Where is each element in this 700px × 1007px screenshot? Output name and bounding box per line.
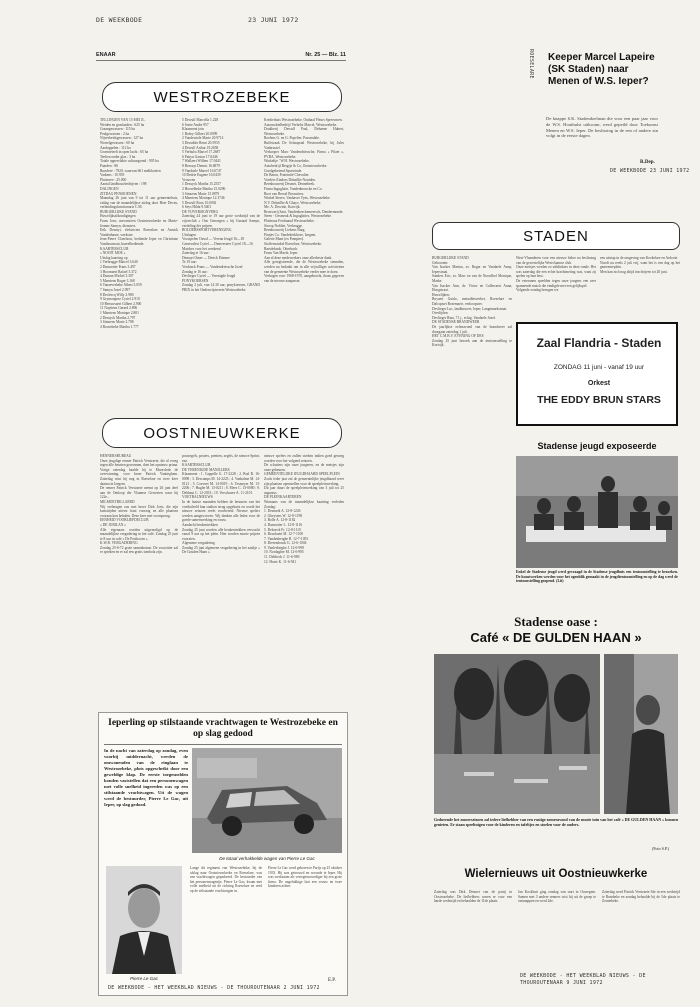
- zaal-title: Zaal Flandria - Staden: [536, 336, 662, 350]
- staden-column-2: West-Vlaanderen voor een nieuwe beker na beslissing van de gewestelijke Westvlaamse club. Onze meisjes werden zo uitblinkers in deze ronde. Het was zaterdag die een echte krachtmeting was, want zij spelen op hun best. De veteranen speelden tegen onze jongens een zeer spannende match die eindigde met een gelijkspel. Volgende zondag brengen we: [516, 256, 596, 293]
- oase-photo-credit: (Foto S.P.): [652, 846, 670, 851]
- zaal-date: ZONDAG 11 juni - vanaf 19 uur: [553, 364, 645, 371]
- ieperling-column-2: Lange dit regiment van Westrozebeke, bij de afslag naar Oostnieuwkerke en Roeselare, was een vrachtwagen geparkeerd. De bestuurder van het personenwagentje, Pierre Le Gac, kwam met volle snelheid uit de richting Roeselare en reed op de stilstaande vrachtwagen in.: [190, 866, 262, 893]
- ieperling-headline: Ieperling op stilstaande vrachtwagen te Westrozebeke en op slag gedood: [108, 718, 338, 739]
- headline-rule: [104, 744, 342, 745]
- westrozebeke-column-3: Krediethuis Westrozebeke, Onthaal Fleurs Spreeuwen. Automobielbedrijf Verhelst Marcel, Westrozebeke. Drukkerij Dewulf Paul, Dehaene Hubert, Westrozebeke. Roelens G. en G. Popelier, Passendale. Buffetzaak De Schaapstal Westrozebeke, bij Jules Vanbrussel. Verkooper Marc Vandendriessche, Firma « Pilaet », PVBA, Westrozebeke. Winkeltje ' W.H. Westrozebeke. Autobedrijf Bergtje & Co, Oostnieuwkerke. Goedgeketend Sporteinde. De Baron, Fraternité Chevalier. Voeders Eindors Debaillie Noniden. Beenhouwerij Desmet, Dennebeek. Firma Inguglatie, Vandenbroucke en Co. Boot van Bessel Bossutiers. Winkel Stereo, Vanhaver Vyns, Westrozebeke. N.V. Debaillie & Ghaye, Westrozebeke. Me. A. Dewitte, Kortrijk. Brouwerij Saut, Vandenheeckemeersch, Dendermonde. Steen - Gesmeuk & Inguglaties, Westrozebeke. Platteaux Ferdinand Westrozebeke. Siroop Nobliet, Verbrugge. Beenhouwerij Liekens Burg. Pintjes Co. Vandekerkhove, Izegem. Galerie Munt (ex Pompier). Stoffenwinkel Roeselare, Westrozebeke. Barsdeknok, Otterbach. Frans Van Maele, Ieper. Aan al deze medewerkers onze allerbeste dank. Alle geregistreerde, die de Westrozebeke steunden, werden nu bedankt om in alle vrijwilliger activiteiten van de gemeente Westrozebeke verder mee te doen. Verhogen voor 1968-1970, aangebracht, thans gegeven van de nieuwe aanpasser.: [264, 118, 344, 283]
- wieler-column-1: Zaterdag was Dirk Desmet van de partij in Oostrozebeke. De liefhebbers waren er voor een harde wedstrijd en behaalden de 11de plaats.: [434, 890, 512, 904]
- handwritten-side-note: ROESELARE: [528, 49, 534, 79]
- section-title: OOSTNIEUWKERKE: [143, 424, 301, 442]
- section-header-staden: [432, 222, 680, 250]
- handwritten-keeper-date: DE WEEKBODE 23 JUNI 1972: [610, 168, 690, 174]
- jeugd-photo: [516, 456, 678, 568]
- staden-column-1: BURGERLIJKE STAND Geboorten: Van Isacker Marina, zv. Roger en Vandaele Anny, Ieperstraat. Sanders Eric, zv. Marc en van de Noordhof Monique, Marke. Van Isacker Ann, dv. Victor en Callewaert Anna, Hoogstraat. Huwelijken: Boyaert Guido, metaalbewerker, Roeselare en Dalcqouet Rosemarie, verkoopster. Devlieger Luc, landbouwer, Ieper, Langemarkstraat. Overlijden: Devlieger Rina, 71 j., echtg. Vandaele Jozef. DE STADENSE BRANDWEER De jaarlijkse oefenavond van de brandweer zal doorgaan zaterdag 1 juli. HET C.M.B.V. EVENING OF DES Zondag 25 juni bezoek aan de tentoonstelling te Kortrijk.: [432, 256, 512, 348]
- oase-caption: Gedurende het zomerseizoen zal iedere liefhebber van een rustige zomeravond van de mooie tuin van het café « DE GULDEN HAAN » kunnen genieten. Er staan speeltuigen voor de kinderen en tafeltjes en stoelen voor de ouders.: [434, 818, 678, 827]
- section-title: WESTROZEBEKE: [153, 88, 291, 106]
- oostnieuwkerke-column-1: HENNERSBUREAU Onze jeugdige renner Patrick Verstraete, die al vroeg tegen alle beurten gewonnen, doet het opnieuw prima. Vorige zaterdag haalde hij te Moorslede de overwinning, voor broer Patrick Vantieghem. Zaterdag wint hij nog in Roeselare en twee keer daarna in Izegem. De renner Patrick Verstraete neemt op 26 juni deel aan de Omloop der Vlaamse Gewesten waar hij 122e... MILMOETBILLAERD Wij verheugen ons met broer Dirk Joris, die zijn kunstrijden uiterst fraai voorzag en alle plaatsen vooraan kon behalen. Deze keer met voorsprong. EENHEID VOORLIEFDECLUB « DE JUBILAN » Alle eigenaars worden uitgenodigd op de maandelijkse vergadering in het café. Zondag 25 juni te 8 uur in café « De Posthoorn ». K.W.B. VERGADERING Zondag 25-6-72 grote samenkomst. De voorzitter zal er spreken en er zal een gratis tombola zijn.: [100, 454, 178, 555]
- handwritten-date-note: 23 JUNI 1972: [248, 16, 299, 24]
- keeper-signature: R.Dep.: [640, 160, 655, 165]
- ieperling-signature: E.P.: [328, 978, 336, 983]
- victim-portrait-illustration: [106, 866, 182, 974]
- zaal-band-name: THE EDDY BRUN STARS: [537, 394, 661, 406]
- zaal-orkest-label: Orkest: [587, 380, 611, 387]
- wieler-column-3: Zaterdag werd Patrick Verstraete 3de in een wedstrijd te Rumbeke en zondag behaalde hij de 5de plaats te Zonnebeke.: [602, 890, 680, 904]
- section-header-oostnieuwkerke: [102, 418, 342, 448]
- westrozebeke-column-1: TELLINGEN VAN 15 MEI JL. Weiden en graslanden : 625 ha Graangewassen : 115 ha Peulgewassen : 2 ha Nijverheidsgewassen : 127 ha Wortelgewassen : 60 ha Aardappelen : 112 ha Groenteteelt in open lucht : 65 ha Teelten onder glas : 3 ha Totale oppervlakte cultuurgrond : 905 ha Paarden : 86 Rundvee : 7920, waarvan 661 melkkoeien Varkens : 10.939 Pluimvee : 25.000 Aantal landbouwbedrijven : 198 DALINGEN ZITDAG PENSIOENEN Maandag 26 juni van 9 tot 11 uur gemeentehuis, zitdag van de maandelijkse zitdag door Heer Deceu, verbindingsfunctionaris C.M. BURGERLIJKE STAND Huwelijksafkondigingen Frans Jonc, mecanicien Oostnieuwkerke en Marie-Jeanne Samyn, diensters. Erik Desmyt, elektricien Roeselare en Annick Vandenhaute, werkster. Jean-Pierre Claerhout, bediende Ieper en Christiane Vanthournout, bureelbediende. KAARTERSCLUB « NOOIT MOE » Uitslag kaarting op 1 Verbrugge Marcel 3.640 2 Dumortier Frans 3.497 3 Hoornaert Rafael 3.372 4 Dumon Michel 3.307 5 Maertens Roger 3.168 6 Vanaeverbeke Albert 3.059 7 Samyn Jozef 2.997 8 Declercq Willy 2.980 9 Grymonprez Cyriel 2.910 10 Beeuwsaert Gilbert 2.900 11 Nuyttens Gerard 2.896 1 Maertens Monique 2.801 2 Deruyck Martha 2.797 3 Simoens Marie 2.788 4 Roosebeke Martha 1.777: [100, 118, 178, 329]
- jeugd-illustration: [516, 456, 678, 568]
- handwritten-source-note: DE WEEKBODE: [96, 16, 143, 24]
- section-title: STADEN: [523, 227, 589, 245]
- wieler-column-2: Jan Kockhuit ging zondag van start in Ouwegem. Samen met 3 andere renners wist hij uit de groep te ontsnappen en werd 2de.: [518, 890, 596, 904]
- owner-illustration: [604, 654, 678, 814]
- section-header-westrozebeke: [102, 82, 342, 112]
- garden-illustration: [434, 654, 600, 814]
- masthead-left: ENAAR: [96, 52, 116, 58]
- oostnieuwkerke-column-2: postzegels, posters, prenten, zegels, de nieuwe Sprint, enz. KAARTERSCLUB DE VERENIGDE MANILLERS Klaasment : 1. Cappelle G. 17-2228 ; 2. Bral R. 16-0098 ; 3. Descamps M. 14-2223 ; 4. Vanhalme M. 14-0121 ; 5. Coevoet M. 14-0019 ; 6. Tesmeyer M. 13-2206 ; 7. Hughe M. 13-0211 ; 8. Mees C. 13-0080 ; 9. Debbaut C. 12-2033 ; 10. Verschuere A. 11-2101. VOETBALNIEUWS In de laatste maanden hebben de besturen van het voetbalveld hun stadion terug opgekuist en wordt het nieuwe seizoen reeds voorbereid. Nieuwe spelers werden aangeworven. Wij danken alle leden voor de goede samenwerking en trouw. Aandacht beukentrekken Zondag 25 juni worden alle beukentrekken verwacht vanaf 9 uur op het plein. Hier worden mooie prijzen voorzien. Algemene vergadering Zondag 25 juni algemene vergadering in het zaaltje « De Gouden Haan ».: [182, 454, 260, 555]
- handwritten-bottom-left-note: DE WEEKBODE - HET WEEKBLAD NIEUWS - DE THOUROUTENAAR 2 JUNI 1972: [108, 985, 320, 991]
- ieperling-column-3: Pierre Le Gac werd geboren te Parijs op 25 oktober 1933. Hij was getrouwd en woonde te Ieper. Hij was werkzaam als vertegenwoordiger bij een grote firma. De ongelukkige laat een vrouw en twee kinderen achter.: [268, 866, 342, 889]
- crashed-car-photo: [192, 748, 342, 853]
- oase-garden-photo: [434, 654, 600, 814]
- jeugd-headline: Stadense jeugd exposeerde: [537, 441, 657, 451]
- oase-owner-photo: [604, 654, 678, 814]
- crashed-car-illustration: [192, 748, 342, 853]
- keeper-headline: Keeper Marcel Lapeire (SK Staden) naar Menen of W.S. Ieper?: [548, 52, 655, 87]
- staden-column-3: een uitstap in de omgeving van Koekelare en Ardooie. Noodt nu reeds 2 juli vrij, want het is een dag op het gemeenteplein. Men kan zich nog altijd inschrijven tot 20 juni.: [600, 256, 680, 274]
- handwritten-bottom-right-note: DE WEEKBODE - HET WEEKBLAD NIEUWS - DE THOUROUTENAAR 9 JUNI 1972: [520, 973, 646, 986]
- masthead-rule: [96, 60, 346, 61]
- portrait-caption: Pierre Le Gac: [130, 976, 158, 981]
- crash-photo-caption: De totaal verhakkelde wagen van Pierre Le Gac: [219, 856, 315, 861]
- ieperling-lead: In de nacht van zaterdag op zondag, even voorbij middernacht, werden de omwonenden van de ringlaan te Westrozebeke, plots opgeschrikt door een geweldige klap. De eerste toegesnelden konden vaststellen dat een personenwagen met volle snelheid ingereden was op een stilstaande vrachtwagen. Uit de wagen werd de bestuurder, Pierre Le Gac, uit Ieper, op slag gedood.: [104, 748, 188, 807]
- keeper-body: De knappe S.K. Stadendoelman die voor een paar jaar voor de W.S. Houthulst uitkwam, werd gepeild door Toekomst Menen en W.S. Ieper. De beslissing in de een of andere zin volgt in de eerste dagen.: [546, 116, 658, 139]
- oase-headline-1: Stadense oase :: [514, 614, 598, 629]
- wieler-headline: Wielernieuws uit Oostnieuwkerke: [464, 868, 648, 880]
- jeugd-caption: Enkel de Stadense jeugd werd gevraagd in de Stadense jeugdhuis een tentoonstelling te bezoeken. De kunstwerken werden voor het ogenblik gemaakt in de jeugdtentoonstelling en op de dag werd de tentoonstelling geopend. (Lit): [516, 570, 678, 584]
- masthead: [96, 52, 346, 58]
- westrozebeke-column-2: 5 Dewulf Marcella 1.228 6 Soete Andre 957 Klaasment join 1 Bobry Gilbert 20.0099 2 Vandewiele Marie 20.9714 3 Derudder Remi 20.5935 4 Dewulf Arthur 19.2658 5 Verhulst Marcel 17.2687 6 Pattyn Gaston 17.0446 7 Wallaert Willem 17.0441 8 Bossuyt Dennis 16.6879 9 Vandaele Marcel 16.6747 10 Dedrie Eugene 16.0439 Vrouwen 1 Deruyck Martha 15.2557 2 Hoorelbeke Martha 15.0296 3 Simoens Marie 13.0879 4 Maertens Monique 12.3746 5 Dewulf Roos 10.0002 6 Seys Hilda 9.5401 DE VIJVERSIGNVERG Zaterdag 24 juni te 19 uur grote wedstrijd van de vijverclub « Ons Genoegen » bij Gustaaf Samyn, verdeling der prijzen. BOLDERSSPORTVERENIGING Uitslagen Voorspelen Ouwd — Verena Jeugd 16—18 Carnevalest Cyriel — Demeesteer Cyriel 18—16 Matches voor het weekend Zaterdag te 16 uur: Demuyt Omer — Derick Etienne Te 19 uur: Verdonck Frans — Vandendriessche Jozef Zondag te 16 uur: Devlieger Cyriel — Verenigde Jeugd PONYKOERSEN Zondag 2 juli, van 14.30 uur, ponykoersen, GRAND PRIX in het Onderwijsterrein Westrozebeke.: [182, 118, 260, 292]
- zaal-flandria-ad: [516, 322, 678, 426]
- masthead-right: Nr. 25 — Blz. 11: [305, 52, 346, 58]
- oostnieuwkerke-column-3: nieuwe spelers en zullen streken indien goed genoeg worden voor het volgend seizoen. De schutters zijn onze jongeren, en de meisjes zijn onze gebeuren. GEMEENTELIJKE JEUGDHAARD SPEELPLEIN Zoals ieder jaar zal de gemeentelijke jeugdhaard weer zijn plaatsen openstellen voor de speelpleinwerking. Dit jaar duurt de speelpleinwerking van 3 juli tot 25 augustus. DE PLEINKAARTEREN Winnaars van de maandelijkse kaarting verleden Zondag: 1. Desmedt A. 12-8-1226 2. Gheysens W. 12-8-1198 3. Bolle A. 12-8-1182 4. Dumortier L. 12-8-1116 5. Deboeck Fr. 12-8-1110 6. Bouckaert M. 12-7-1100 7. Vandenberghe R. 12-7-1053 8. Dierendonck G. 12-6-1004 9. Vanlerberghe J. 12-6-998 10. Nordagher M. 12-6-985 11. Deblieck J. 11-6-980 12. Hoste K. 11-6-941: [264, 454, 344, 564]
- oase-headline-2: Café « DE GULDEN HAAN »: [470, 630, 642, 645]
- victim-portrait-photo: [106, 866, 182, 974]
